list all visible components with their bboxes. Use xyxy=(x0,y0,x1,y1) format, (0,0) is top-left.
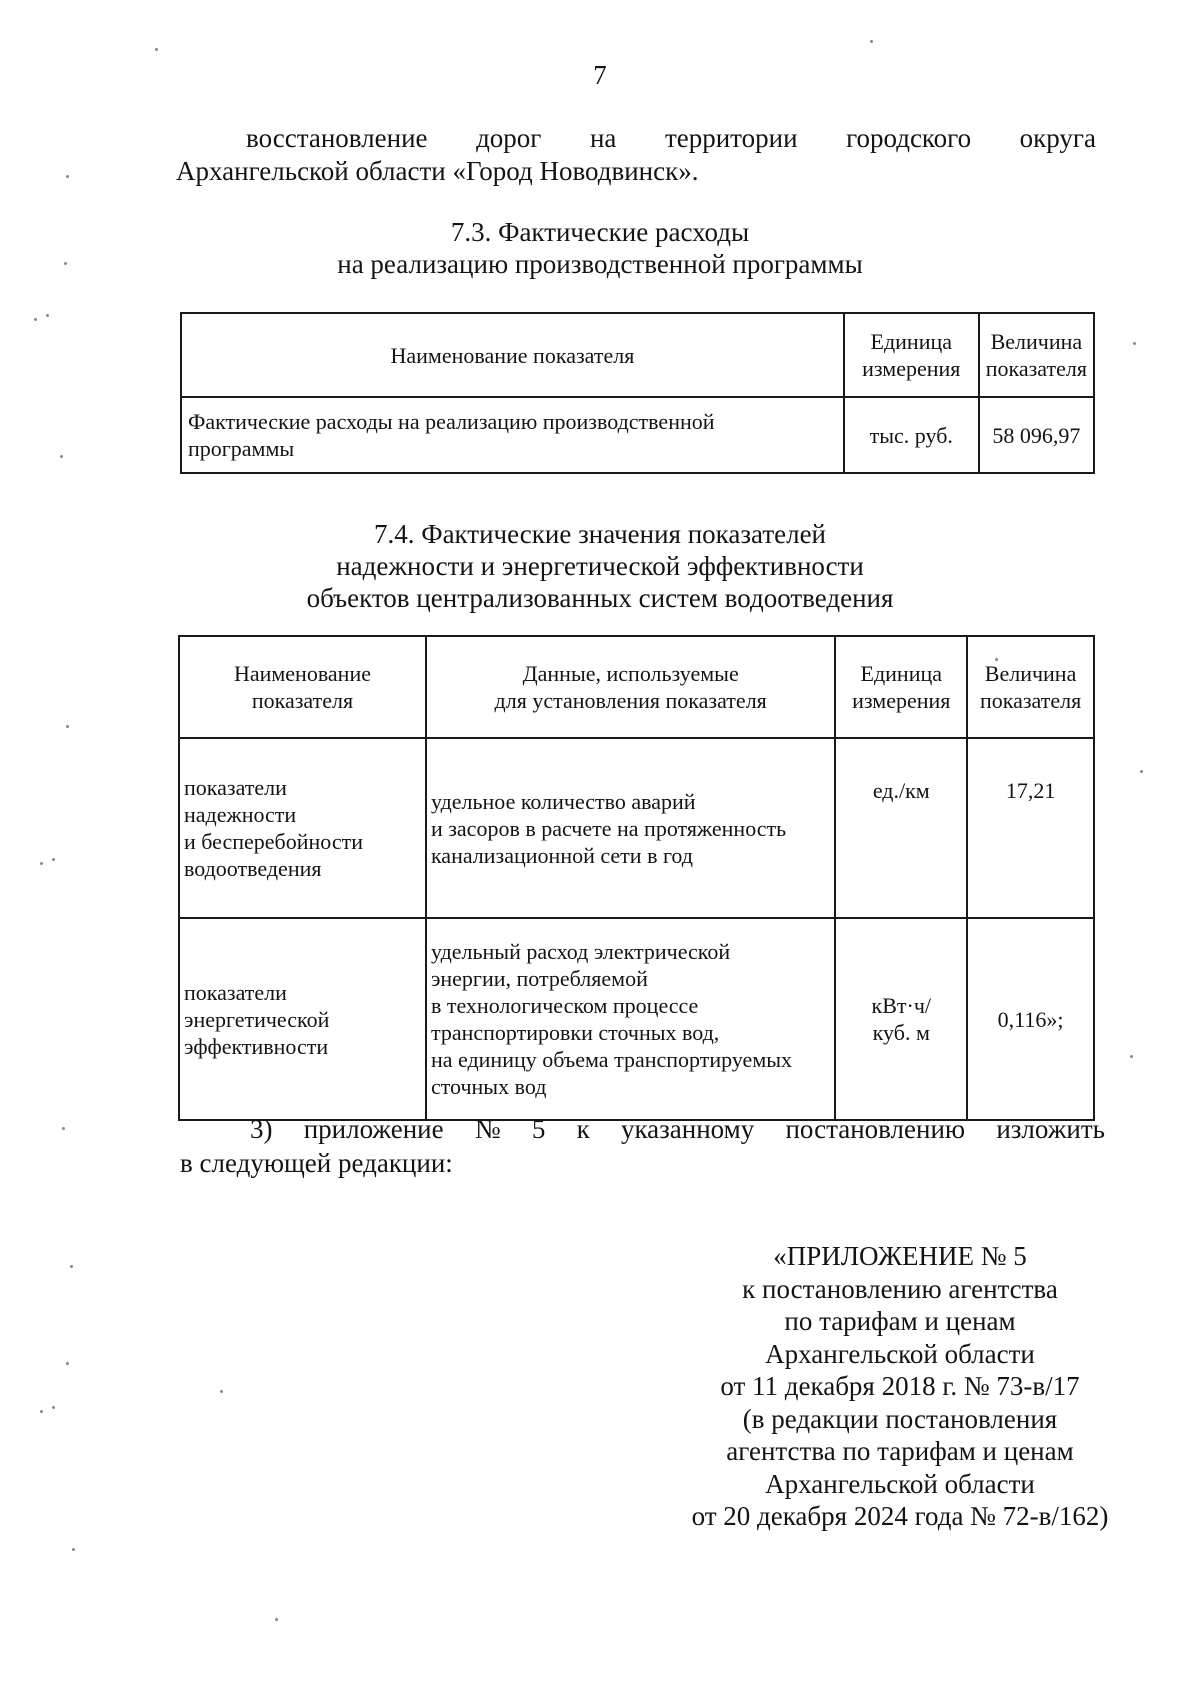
appendix-block xyxy=(640,1240,1160,1533)
cell-name xyxy=(179,738,426,918)
word: постановлению xyxy=(785,1114,966,1144)
scan-speck xyxy=(62,1127,65,1130)
header-text: Величина xyxy=(990,329,1083,354)
table-row xyxy=(179,738,1094,918)
scan-speck xyxy=(995,658,998,661)
scan-speck xyxy=(40,862,43,865)
word: городского xyxy=(846,123,972,153)
header-text: измерения xyxy=(852,688,951,713)
appendix-line: по тарифам и ценам xyxy=(784,1306,1016,1336)
cell-unit: тыс. руб. xyxy=(844,397,979,473)
scan-speck xyxy=(155,48,158,51)
appendix-line: от 20 декабря 2024 года № 72-в/162) xyxy=(691,1501,1109,1531)
table-row xyxy=(179,918,1094,1120)
word: дорог xyxy=(476,123,542,153)
word: к xyxy=(576,1114,590,1144)
cell-value: 58 096,97 xyxy=(979,397,1094,473)
appendix-line: (в редакции постановления xyxy=(742,1403,1058,1434)
scan-speck xyxy=(64,262,67,265)
cell-text: показатели xyxy=(184,979,287,1005)
scan-speck xyxy=(870,40,873,43)
cell-text: кВт·ч/ xyxy=(871,993,932,1018)
header-text: Данные, используемые xyxy=(522,661,739,686)
indicators-table xyxy=(178,635,1095,1121)
paragraph-line-2: в следующей редакции: xyxy=(180,1148,453,1178)
header-cell-value xyxy=(967,636,1094,738)
appendix-line: агентства по тарифам и ценам xyxy=(726,1436,1074,1466)
word: указанному xyxy=(620,1114,755,1144)
cell-text: на единицу объема транспортируемых xyxy=(430,1047,793,1072)
table-row xyxy=(181,397,1094,473)
header-cell-data xyxy=(426,636,835,738)
cell-value: 0,116»; xyxy=(967,918,1094,1120)
scan-speck xyxy=(1130,1055,1133,1058)
word: на xyxy=(589,123,617,153)
cell-text: и засоров в расчете на протяженность xyxy=(430,815,787,841)
cell-text: в технологическом процессе xyxy=(430,993,699,1018)
scan-speck xyxy=(40,1410,43,1413)
heading-line: на реализацию производственной программы xyxy=(337,249,863,279)
heading-line: надежности и энергетической эффективности xyxy=(336,551,864,581)
appendix-line: Архангельской области xyxy=(765,1338,1035,1369)
cell-name xyxy=(181,397,844,473)
page-number: 7 xyxy=(593,60,607,90)
appendix-line: «ПРИЛОЖЕНИЕ № 5 xyxy=(773,1241,1027,1271)
heading-line: 7.4. Фактические значения показателей xyxy=(373,519,827,549)
header-cell-name: Наименование показателя xyxy=(181,313,844,397)
word: приложение xyxy=(303,1114,444,1144)
header-text: показателя xyxy=(979,688,1082,713)
cell-value: 17,21 xyxy=(967,738,1094,918)
header-cell-unit xyxy=(835,636,967,738)
cell-text: надежности xyxy=(184,802,297,827)
header-cell-unit xyxy=(844,313,979,397)
header-text: Единица xyxy=(860,661,943,686)
cell-text: сточных вод xyxy=(430,1074,547,1099)
intro-text xyxy=(176,122,1096,188)
word: округа xyxy=(1019,123,1096,153)
scan-speck xyxy=(66,1362,69,1365)
scan-speck xyxy=(275,1618,278,1621)
header-text: для установления показателя xyxy=(494,688,767,713)
cell-text: куб. м xyxy=(872,1020,930,1045)
word: восстановление xyxy=(246,123,428,153)
heading-line: 7.3. Фактические расходы xyxy=(450,217,750,247)
header-cell-name xyxy=(179,636,426,738)
appendix-line: к постановлению агентства xyxy=(742,1273,1058,1304)
scan-speck xyxy=(52,858,55,861)
header-text: Наименование xyxy=(233,661,371,686)
expenses-table xyxy=(180,312,1095,474)
cell-text: Фактические расходы на реализацию производственной xyxy=(188,409,715,434)
table-header-row xyxy=(179,636,1094,738)
scan-speck xyxy=(60,455,63,458)
header-text: Единица xyxy=(870,329,953,354)
heading-line: объектов централизованных систем водоотведения xyxy=(306,583,894,613)
cell-text: и бесперебойности xyxy=(184,829,363,854)
header-text: измерения xyxy=(862,356,961,381)
word: 3) xyxy=(250,1114,273,1144)
word: территории xyxy=(664,123,798,153)
word: № xyxy=(474,1114,501,1144)
scan-speck xyxy=(72,1548,75,1551)
paragraph-line-1 xyxy=(180,1112,1105,1146)
scan-speck xyxy=(46,314,49,317)
scan-speck xyxy=(34,318,37,321)
cell-text: показатели xyxy=(184,775,287,800)
cell-unit xyxy=(835,738,967,918)
cell-text: ед./км xyxy=(872,778,930,803)
scan-speck xyxy=(66,175,69,178)
section-7-4-heading xyxy=(0,518,1200,614)
header-cell-value xyxy=(979,313,1094,397)
cell-text: канализационной сети в год xyxy=(430,842,693,868)
word: 5 xyxy=(531,1114,546,1144)
scan-speck xyxy=(220,1390,223,1393)
cell-data xyxy=(426,918,835,1120)
cell-text: программы xyxy=(188,436,295,461)
cell-text: удельный расход электрической xyxy=(430,939,731,964)
cell-data xyxy=(426,738,835,918)
appendix-line: от 11 декабря 2018 г. № 73-в/17 xyxy=(720,1371,1080,1401)
appendix-line: Архангельской области xyxy=(765,1468,1035,1499)
cell-text: эффективности xyxy=(184,1033,329,1059)
paragraph-3 xyxy=(180,1112,1105,1180)
header-text: показателя xyxy=(251,688,354,713)
intro-line-1 xyxy=(176,122,1096,155)
section-7-3-heading xyxy=(0,216,1200,280)
header-text: показателя xyxy=(985,356,1087,381)
cell-text: энергии, потребляемой xyxy=(430,966,648,991)
scan-speck xyxy=(70,1265,73,1268)
cell-name xyxy=(179,918,426,1120)
table-header-row xyxy=(181,313,1094,397)
cell-unit xyxy=(835,918,967,1120)
cell-text: энергетической xyxy=(184,1006,330,1032)
intro-line-2: Архангельской области «Город Новодвинск». xyxy=(176,156,699,186)
scan-speck xyxy=(1133,342,1136,345)
scan-speck xyxy=(52,1406,55,1409)
word: изложить xyxy=(996,1114,1105,1144)
scan-speck xyxy=(1140,770,1143,773)
cell-text: водоотведения xyxy=(184,856,322,881)
scan-speck xyxy=(66,725,69,728)
cell-text: удельное количество аварий xyxy=(430,788,696,814)
header-text: Величина xyxy=(984,661,1077,686)
cell-text: транспортировки сточных вод, xyxy=(430,1020,720,1045)
